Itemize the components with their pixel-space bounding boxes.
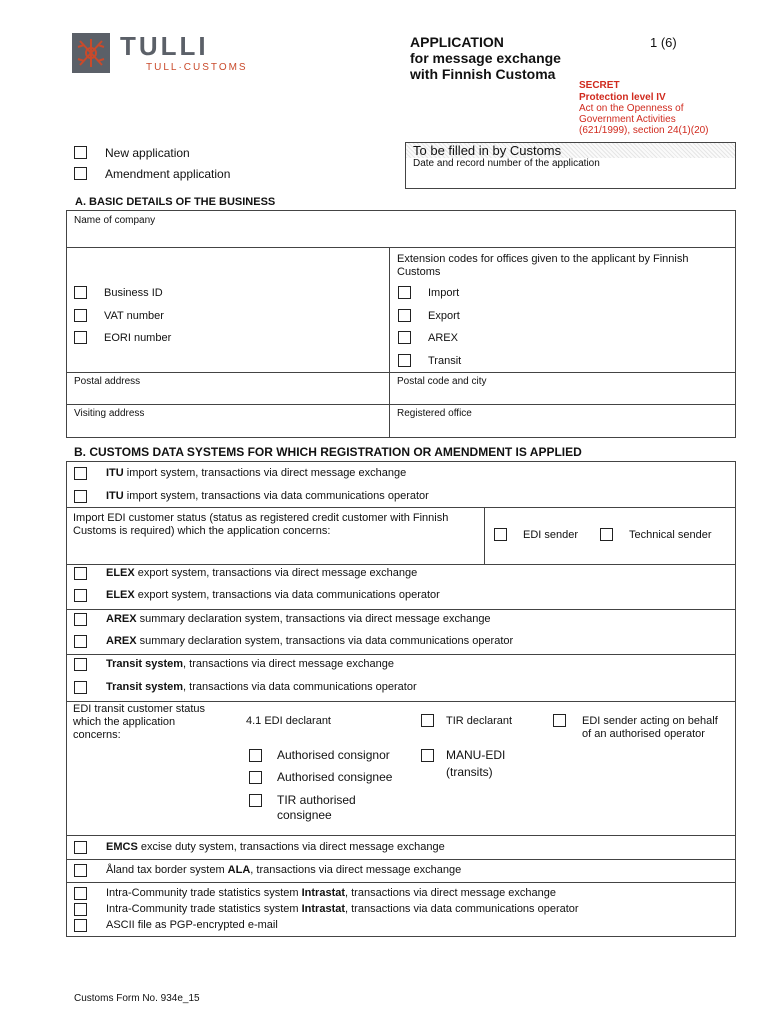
elex-operator-checkbox[interactable] [74, 589, 87, 602]
vat-number-checkbox[interactable] [74, 309, 87, 322]
intrastat-operator-checkbox[interactable] [74, 903, 87, 916]
authorised-consignor-checkbox[interactable] [249, 749, 262, 762]
itu-direct-label: ITU import system, transactions via direct message exchange [106, 467, 407, 479]
postal-address-label: Postal address [74, 376, 141, 387]
manu-edi-checkbox[interactable] [421, 749, 434, 762]
extension-codes-label-2: Customs [397, 266, 441, 278]
new-application-label: New application [105, 146, 190, 160]
arex-label: AREX [428, 332, 458, 344]
customs-box-sub: Date and record number of the application [413, 158, 600, 169]
emcs-label: EMCS excise duty system, transactions via direct message exchange [106, 841, 445, 853]
eori-number-checkbox[interactable] [74, 331, 87, 344]
page-number: 1 (6) [650, 35, 677, 50]
arex-operator-label: AREX summary declaration system, transactions via data communications operator [106, 635, 514, 647]
form-number: Customs Form No. 934e_15 [74, 993, 200, 1004]
postal-code-label: Postal code and city [397, 376, 487, 387]
emcs-checkbox[interactable] [74, 841, 87, 854]
authorised-consignee-label: Authorised consignee [277, 770, 393, 784]
authorised-consignor-label: Authorised consignor [277, 748, 390, 762]
itu-operator-checkbox[interactable] [74, 490, 87, 503]
protection-level: Protection level IV [579, 92, 666, 103]
logo-brand: TULLI [120, 31, 209, 61]
tir-authorised-label-2: consignee [277, 808, 332, 822]
logo-mark-icon [72, 33, 110, 73]
transit-operator-checkbox[interactable] [74, 681, 87, 694]
edi-sender-checkbox[interactable] [494, 528, 507, 541]
export-checkbox[interactable] [398, 309, 411, 322]
elex-operator-label: ELEX export system, transactions via data communications operator [106, 589, 440, 601]
technical-sender-checkbox[interactable] [600, 528, 613, 541]
form-title-3: with Finnish Customa [410, 66, 556, 82]
visiting-address-label: Visiting address [74, 408, 145, 419]
arex-direct-checkbox[interactable] [74, 613, 87, 626]
eori-number-label: EORI number [104, 332, 172, 344]
edi-sender-label: EDI sender [523, 529, 579, 541]
intrastat-direct-label: Intra-Community trade statistics system Intrastat, transactions via direct message exchange [106, 887, 556, 899]
business-id-checkbox[interactable] [74, 286, 87, 299]
itu-operator-label: ITU import system, transactions via data communications operator [106, 490, 429, 502]
intrastat-direct-checkbox[interactable] [74, 887, 87, 900]
import-edi-status-2: Customs is required) which the application concerns: [73, 525, 331, 537]
arex-direct-label: AREX summary declaration system, transactions via direct message exchange [106, 613, 491, 625]
edi-sender-behalf-label-2: of an authorised operator [582, 728, 705, 740]
import-edi-status-1: Import EDI customer status (status as registered credit customer with Finnish [73, 512, 449, 524]
extension-codes-label-1: Extension codes for offices given to the applicant by Finnish [397, 253, 689, 265]
ascii-pgp-checkbox[interactable] [74, 919, 87, 932]
arex-operator-checkbox[interactable] [74, 635, 87, 648]
edi-transit-status-1: EDI transit customer status [73, 703, 206, 715]
vat-number-label: VAT number [104, 310, 164, 322]
transit-checkbox[interactable] [398, 354, 411, 367]
manu-edi-label-2: (transits) [446, 765, 493, 779]
tir-declarant-label: TIR declarant [446, 715, 513, 727]
authorised-consignee-checkbox[interactable] [249, 771, 262, 784]
secret-label: SECRET [579, 80, 620, 91]
customs-logo [72, 33, 272, 75]
form-title-1: APPLICATION [410, 34, 504, 50]
itu-direct-checkbox[interactable] [74, 467, 87, 480]
technical-sender-label: Technical sender [629, 529, 712, 541]
business-id-label: Business ID [104, 287, 163, 299]
edi-sender-behalf-checkbox[interactable] [553, 714, 566, 727]
logo-subtitle: TULL·CUSTOMS [146, 62, 248, 73]
import-label: Import [428, 287, 460, 299]
new-application-checkbox[interactable] [74, 146, 87, 159]
elex-direct-label: ELEX export system, transactions via direct message exchange [106, 567, 418, 579]
manu-edi-label-1: MANU-EDI [446, 748, 506, 762]
form-title-2: for message exchange [410, 50, 561, 66]
transit-operator-label: Transit system, transactions via data communications operator [106, 681, 417, 693]
tir-authorised-label-1: TIR authorised [277, 793, 356, 807]
customs-use-box [405, 142, 736, 189]
intrastat-operator-label: Intra-Community trade statistics system Intrastat, transactions via data communications operator [106, 903, 579, 915]
import-checkbox[interactable] [398, 286, 411, 299]
edi-transit-status-3: concerns: [73, 729, 121, 741]
export-label: Export [428, 310, 460, 322]
section-a-title: A. BASIC DETAILS OF THE BUSINESS [75, 196, 276, 208]
edi-sender-behalf-label-1: EDI sender acting on behalf [582, 715, 718, 727]
act-line-2: Government Activities [579, 114, 676, 125]
transit-direct-label: Transit system, transactions via direct message exchange [106, 658, 394, 670]
registered-office-label: Registered office [397, 408, 472, 419]
ascii-pgp-label: ASCII file as PGP-encrypted e-mail [106, 919, 278, 931]
section-b-title: B. CUSTOMS DATA SYSTEMS FOR WHICH REGISTRATION OR AMENDMENT IS APPLIED [74, 445, 582, 459]
edi-declarant-label: 4.1 EDI declarant [246, 715, 331, 727]
transit-label: Transit [428, 355, 462, 367]
act-line-1: Act on the Openness of [579, 103, 684, 114]
amendment-application-checkbox[interactable] [74, 167, 87, 180]
ala-checkbox[interactable] [74, 864, 87, 877]
customs-box-title: To be filled in by Customs [413, 143, 562, 158]
transit-direct-checkbox[interactable] [74, 658, 87, 671]
tir-authorised-consignee-checkbox[interactable] [249, 794, 262, 807]
elex-direct-checkbox[interactable] [74, 567, 87, 580]
tir-declarant-checkbox[interactable] [421, 714, 434, 727]
act-line-3: (621/1999), section 24(1)(20) [579, 125, 709, 136]
amendment-application-label: Amendment application [105, 167, 231, 181]
edi-transit-status-2: which the application [73, 716, 176, 728]
arex-checkbox[interactable] [398, 331, 411, 344]
company-name-label: Name of company [74, 215, 156, 226]
ala-label: Åland tax border system ALA, transactions via direct message exchange [106, 864, 462, 876]
